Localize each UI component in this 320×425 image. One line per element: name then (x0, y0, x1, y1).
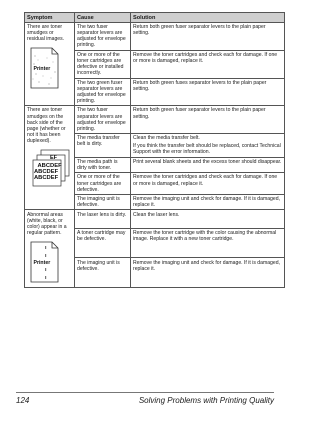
solution-cell: Return both green fuses separator levers to the plain paper setting. (131, 78, 285, 106)
illustration-label: Printer (33, 260, 51, 266)
symptom-text: There are toner smudges on the back side of the page (whether or not it has been duplexed). (27, 107, 66, 144)
solution-cell: Clean the laser lens. (131, 210, 285, 228)
stacked-pages-illustration (27, 148, 72, 190)
header-symptom: Symptom (25, 13, 75, 23)
page-footer (16, 392, 274, 405)
illustration-label: Printer (33, 66, 51, 73)
solution-cell: Remove the toner cartridges and check each for damage. If one or more is damaged, replace it. (131, 173, 285, 195)
symptom-text: Abnormal areas (white, black, or color) appear in a regular pattern. (27, 211, 67, 236)
cause-cell: The two fuser separator levers are adjusted for envelope printing. (75, 23, 131, 51)
cause-cell: The imaging unit is defective. (75, 258, 131, 288)
manual-page (8, 12, 292, 288)
svg-text:ABCDEF: ABCDEF (34, 175, 59, 181)
footer-title: Solving Problems with Printing Quality (138, 396, 274, 405)
symptom-cell (25, 106, 75, 210)
smudged-page-illustration (27, 46, 72, 92)
illustration-label: ABCDEF (37, 163, 62, 169)
table-row (25, 106, 285, 134)
solution-cell: Remove the imaging unit and check for damage. If it is damaged, replace it. (131, 258, 285, 288)
solution-cell: Return both green fuser separator levers to the plain paper setting. (131, 106, 285, 134)
cause-cell: The two green fuser separator levers are adjusted for envelope printing. (75, 78, 131, 106)
symptom-cell (25, 23, 75, 106)
cause-cell: The media transfer belt is dirty. (75, 134, 131, 158)
svg-text:EF: EF (50, 155, 58, 161)
solution-cell: Clean the media transfer belt. If you think the transfer belt should be replaced, contact Technical Support with the error information. (131, 134, 285, 158)
abnormal-areas-illustration (27, 240, 72, 286)
symptom-cell (25, 210, 75, 288)
header-solution: Solution (131, 13, 285, 23)
solution-cell: Remove the toner cartridge with the color causing the abnormal image. Replace it with a new toner cartridge. (131, 228, 285, 258)
table-row (25, 23, 285, 51)
header-cause: Cause (75, 13, 131, 23)
svg-text:ABCDEF: ABCDEF (34, 169, 59, 175)
cause-cell: A toner cartridge may be defective. (75, 228, 131, 258)
cause-cell: The laser lens is dirty. (75, 210, 131, 228)
troubleshooting-table (24, 12, 285, 288)
page-number: 124 (16, 396, 30, 405)
solution-cell: Remove the imaging unit and check for damage. If it is damaged, replace it. (131, 194, 285, 210)
table-header-row (25, 13, 285, 23)
solution-cell: Return both green fuser separator levers to the plain paper setting. (131, 23, 285, 51)
solution-cell: Print several blank sheets and the excess toner should disappear. (131, 157, 285, 173)
cause-cell: One or more of the toner cartridges are defective. (75, 173, 131, 195)
cause-cell: The media path is dirty with toner. (75, 157, 131, 173)
cause-cell: One or more of the toner cartridges are defective or installed incorrectly. (75, 50, 131, 78)
cause-cell: The imaging unit is defective. (75, 194, 131, 210)
table-row (25, 210, 285, 228)
symptom-text: There are toner smudges or residual images. (27, 24, 65, 43)
solution-cell: Remove the toner cartridges and check each for damage. If one or more is damaged, replace it. (131, 50, 285, 78)
cause-cell: The two fuser separator levers are adjusted for envelope printing. (75, 106, 131, 134)
